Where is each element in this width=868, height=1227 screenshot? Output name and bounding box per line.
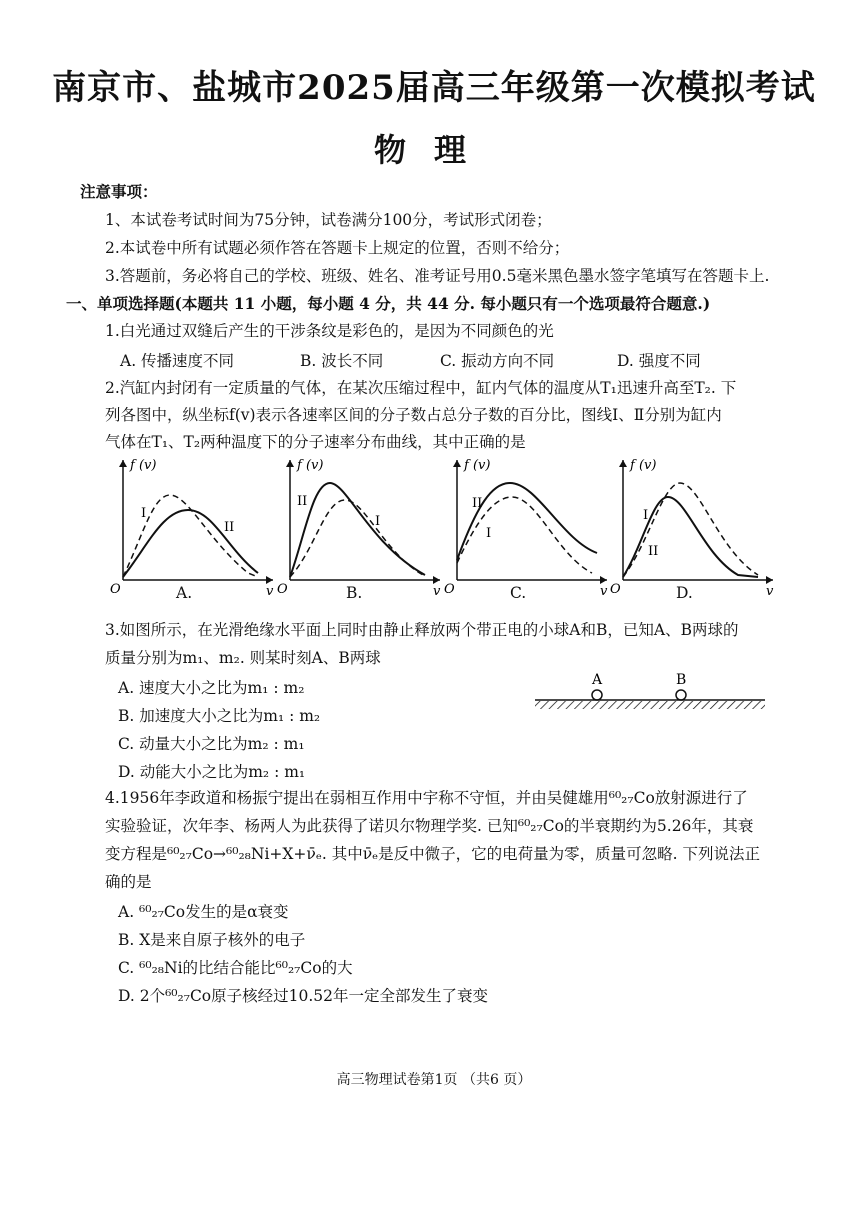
origin-label: O [444,582,455,597]
q1-stem: 1.白光通过双缝后产生的干涉条纹是彩色的，是因为不同颜色的光 [105,322,554,340]
ball-b [676,690,686,700]
curve-label-ii: II [472,496,483,511]
curve-label-ii: II [648,544,659,559]
origin-label: O [277,582,288,597]
subject-title: 物理 [373,131,494,169]
curve-i [623,483,758,577]
q3-line2: 质量分别为m₁、m₂. 则某时刻A、B两球 [105,649,381,667]
q2-caption-a: A. [176,584,193,602]
curve-ii [290,483,425,577]
q4-option-c: C. ⁶⁰₂₈Ni的比结合能比⁶⁰₂₇Co的大 [118,959,353,977]
q3-diagram [530,668,770,718]
note-item: 3.答题前，务必将自己的学校、班级、姓名、准考证号用0.5毫米黑色墨水签字笔填写在答题卡上. [105,267,770,285]
y-label: f (v) [464,458,491,473]
q1-option-c: C. 振动方向不同 [440,352,555,370]
curve-label-i: I [141,506,147,521]
q1-option-a: A. 传播速度不同 [120,352,235,370]
y-label: f (v) [297,458,324,473]
section-heading: 一、单项选择题(本题共 11 小题，每小题 4 分，共 44 分. 每小题只有一个选项最符合题意.) [66,294,711,313]
origin-label: O [110,582,121,597]
q2-caption-d: D. [676,584,693,602]
q2-caption-b: B. [346,584,363,602]
q2-graph-b [275,455,445,605]
q4-line4: 确的是 [105,873,152,891]
q4-line1: 4.1956年李政道和杨振宁提出在弱相互作用中宇称不守恒，并由吴健雄用⁶⁰₂₇Co放射源进行了 [105,789,748,807]
q4-option-a: A. ⁶⁰₂₇Co发生的是α衰变 [118,903,289,921]
note-item: 2.本试卷中所有试题必须作答在答题卡上规定的位置，否则不给分； [105,239,570,257]
q4-line2: 实验验证，次年李、杨两人为此获得了诺贝尔物理学奖. 已知⁶⁰₂₇Co的半衰期约为5.26年，其衰 [105,817,754,835]
y-axis-arrow [119,460,127,467]
q2-line3: 气体在T₁、T₂两种温度下的分子速率分布曲线，其中正确的是 [105,433,526,451]
y-label: f (v) [630,458,657,473]
q2-line1: 2.汽缸内封闭有一定质量的气体，在某次压缩过程中，缸内气体的温度从T₁迅速升高至T₂. 下 [105,379,737,397]
y-label: f (v) [130,458,157,473]
x-label: v [766,584,774,599]
curve-label-i: I [643,508,649,523]
curve-label-ii: II [297,494,308,509]
q4-line3: 变方程是⁶⁰₂₇Co→⁶⁰₂₈Ni+X+ν̄ₑ. 其中ν̄ₑ是反中微子，它的电荷量为零，质量可忽略. 下列说法正 [105,845,760,863]
q3-option-a: A. 速度大小之比为m₁ : m₂ [118,679,305,697]
note-item: 1、本试卷考试时间为75分钟，试卷满分100分，考试形式闭卷； [105,211,552,229]
x-label: v [600,584,608,599]
x-label: v [433,584,441,599]
x-axis-arrow [266,576,273,584]
origin-label: O [610,582,621,597]
q2-line2: 列各图中，纵坐标f(v)表示各速率区间的分子数占总分子数的百分比，图线Ⅰ、Ⅱ分别为缸内 [105,406,722,424]
y-axis-arrow [453,460,461,467]
x-axis-arrow [600,576,607,584]
q3-option-d: D. 动能大小之比为m₂ : m₁ [118,763,306,781]
q2-graph-c [442,455,612,605]
notes-heading: 注意事项： [80,182,158,201]
x-axis-arrow [433,576,440,584]
q2-graph-d [608,455,778,605]
curve-ii [457,483,597,560]
page-footer: 高三物理试卷第1页 （共6 页） [336,1072,532,1088]
ball-b-label: B [676,672,687,688]
q3-line1: 3.如图所示，在光滑绝缘水平面上同时由静止释放两个带正电的小球A和B，已知A、B两球的 [105,621,739,639]
x-label: v [266,584,274,599]
ground-hatch [535,701,765,709]
page-title: 南京市、盐城市2025届高三年级第一次模拟考试 [52,68,816,108]
q4-option-d: D. 2个⁶⁰₂₇Co原子核经过10.52年一定全部发生了衰变 [118,987,489,1005]
curve-label-ii: II [224,520,235,535]
q3-option-c: C. 动量大小之比为m₂ : m₁ [118,735,305,753]
curve-label-i: I [375,514,381,529]
q1-option-b: B. 波长不同 [300,352,384,370]
q4-option-b: B. X是来自原子核外的电子 [118,931,306,949]
ball-a-label: A [592,672,603,688]
y-axis-arrow [286,460,294,467]
q2-caption-c: C. [510,584,527,602]
ball-a [592,690,602,700]
y-axis-arrow [619,460,627,467]
x-axis-arrow [766,576,773,584]
curve-label-i: I [486,526,492,541]
q1-option-d: D. 强度不同 [617,352,701,370]
q3-option-b: B. 加速度大小之比为m₁ : m₂ [118,707,321,725]
q2-graph-a [108,455,278,605]
